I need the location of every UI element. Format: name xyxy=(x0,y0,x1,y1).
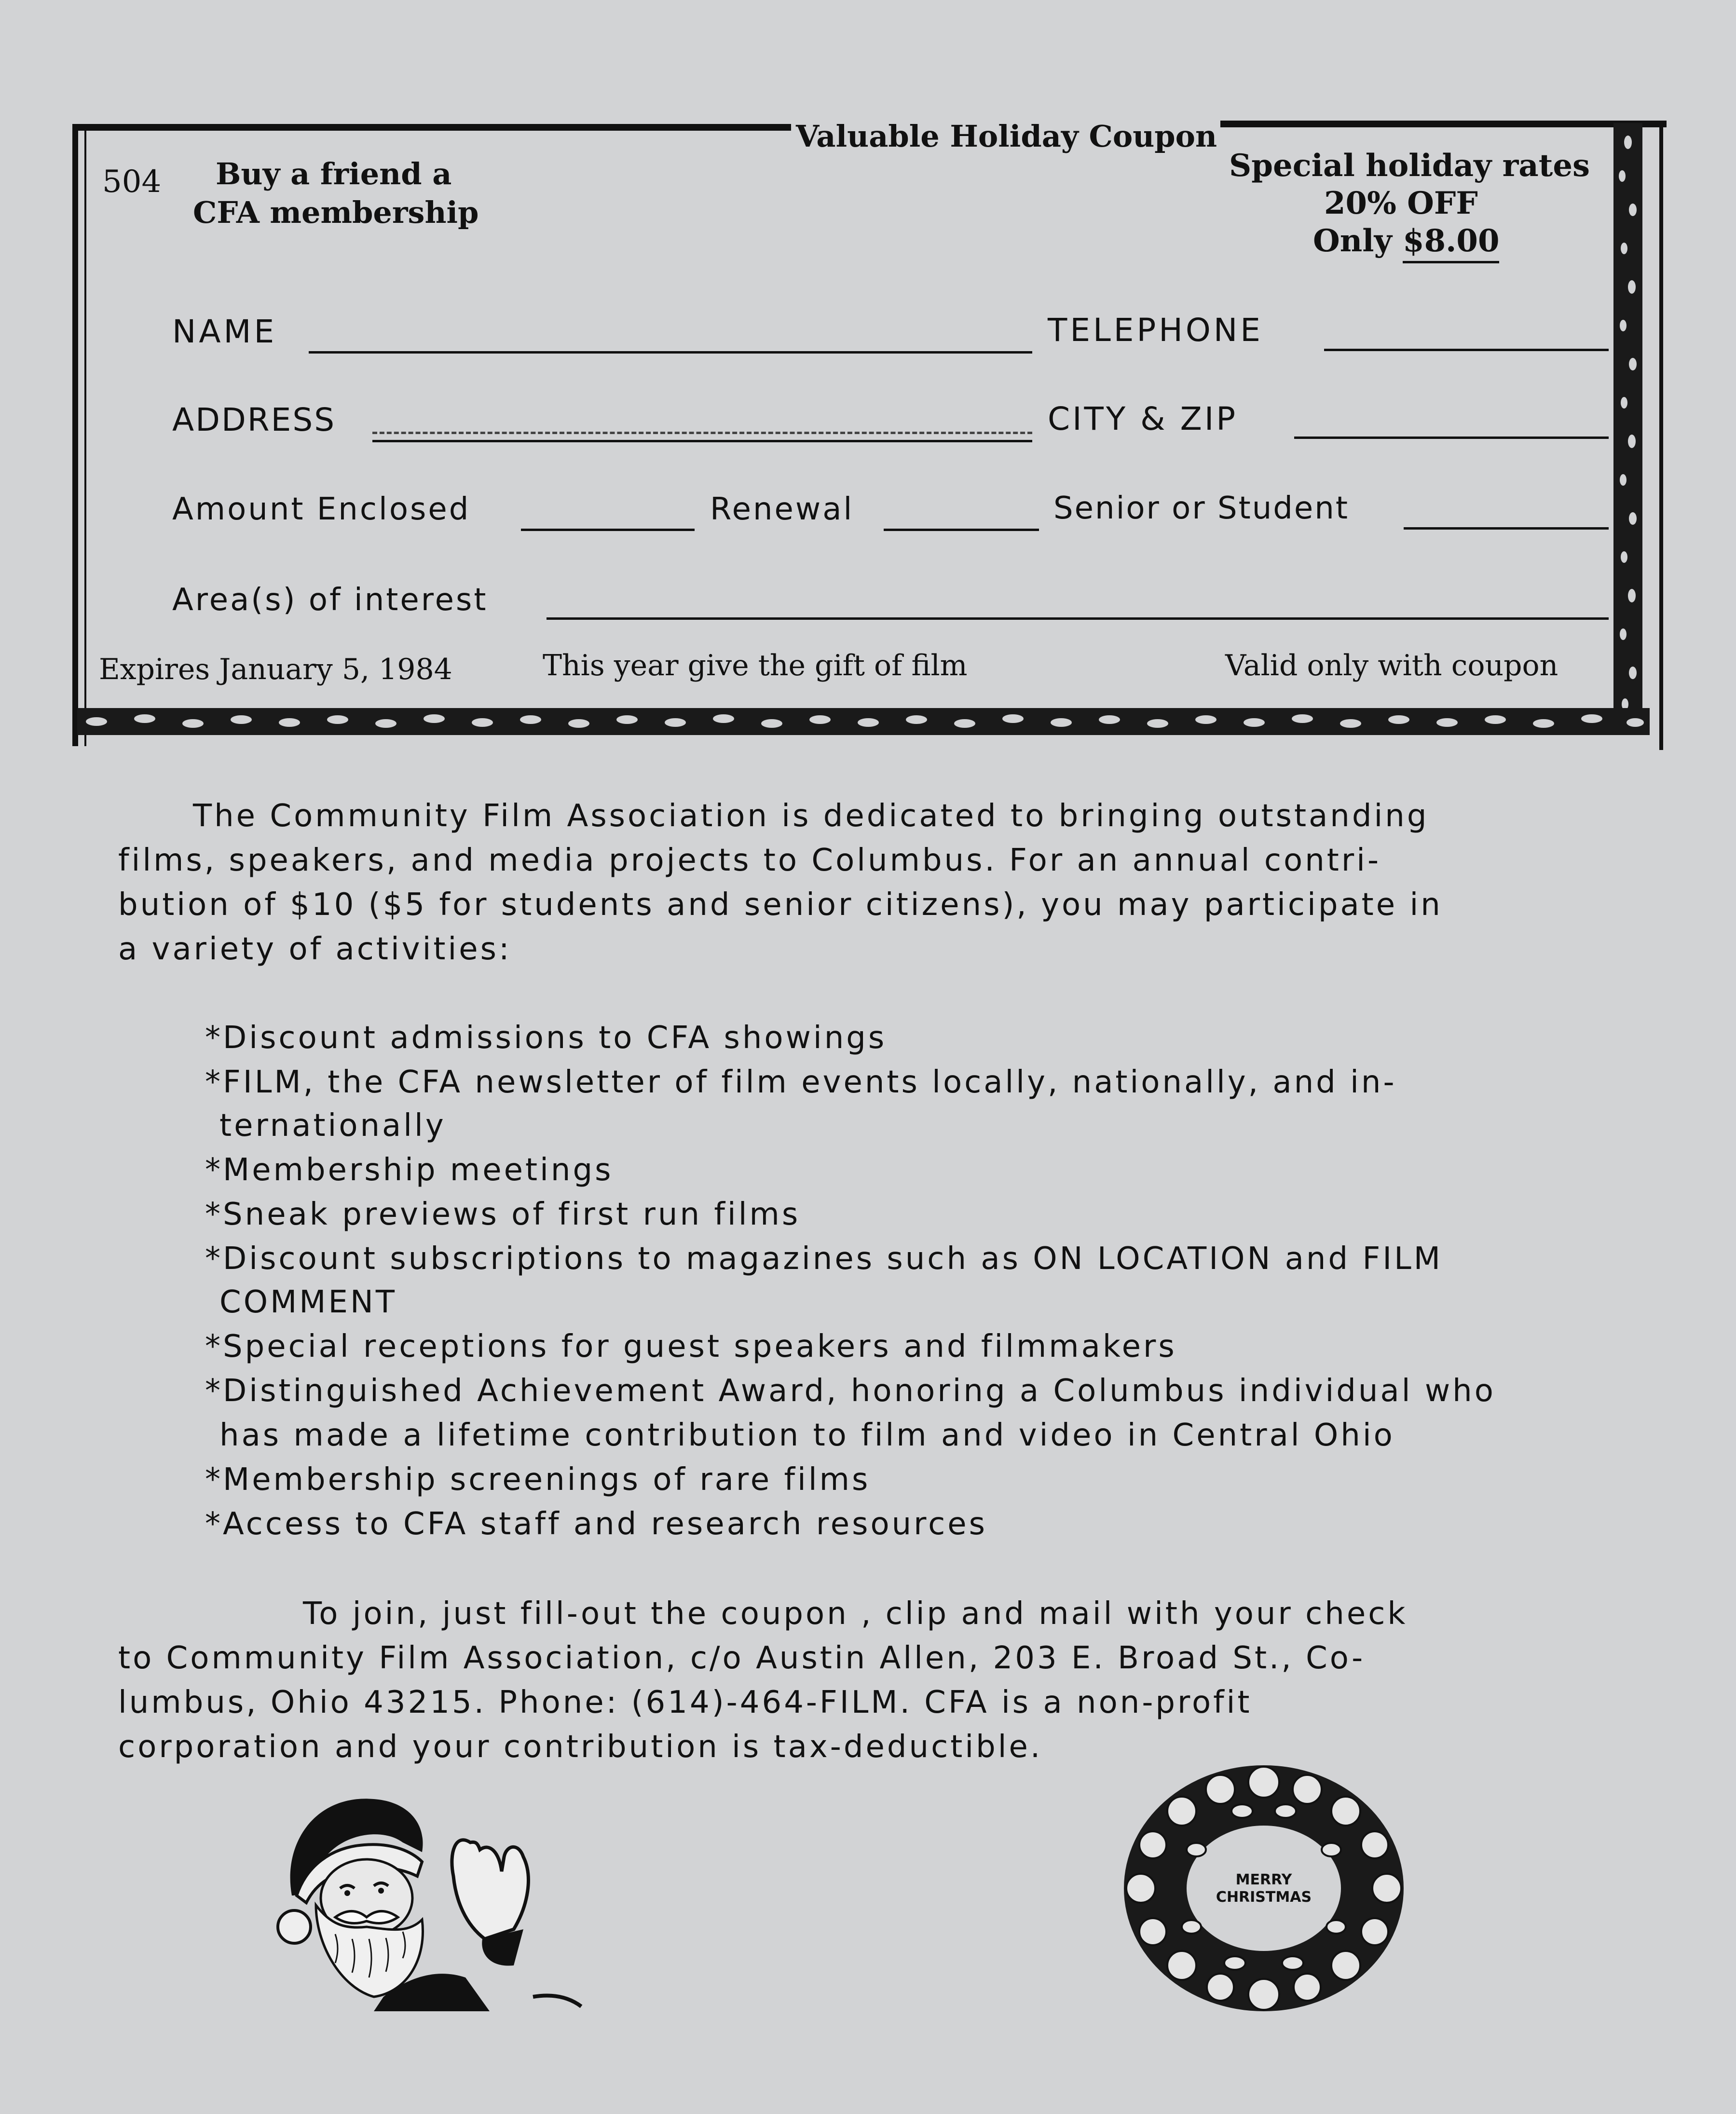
address-field[interactable] xyxy=(372,440,1032,442)
list-item: *Distinguished Achievement Award, honoring a Columbus individual who xyxy=(205,1373,1496,1409)
list-item: has made a lifetime contribution to film and video in Central Ohio xyxy=(219,1418,1395,1453)
expires-text: Expires January 5, 1984 xyxy=(99,653,452,686)
name-field[interactable] xyxy=(309,351,1032,354)
rates-line-2: 20% OFF xyxy=(1324,185,1478,221)
santa-illustration xyxy=(263,1785,591,2011)
list-item: *FILM, the CFA newsletter of film events locally, nationally, and in- xyxy=(205,1064,1397,1100)
list-item: ternationally xyxy=(219,1108,446,1144)
coupon-title: Valuable Holiday Coupon xyxy=(796,119,1217,154)
list-item: *Discount subscriptions to magazines such as ON LOCATION and FILM xyxy=(205,1241,1443,1277)
coupon-border-left xyxy=(72,124,78,746)
coupon-number: 504 xyxy=(102,164,162,200)
buy-line-1: Buy a friend a xyxy=(216,156,452,191)
senior-field[interactable] xyxy=(1404,527,1609,530)
join-line-4: corporation and your contribution is tax-deductible. xyxy=(118,1729,1043,1765)
join-line-3: lumbus, Ohio 43215. Phone: (614)-464-FILM. CFA is a non-profit xyxy=(118,1685,1252,1720)
name-label: NAME xyxy=(172,313,277,350)
senior-label: Senior or Student xyxy=(1053,491,1349,526)
coupon-border-left-inner xyxy=(84,130,86,746)
wreath-text-merry: MERRY xyxy=(1235,1871,1292,1888)
address-label: ADDRESS xyxy=(172,401,336,438)
intro-line-3: bution of $10 ($5 for students and senior citizens), you may participate in xyxy=(118,887,1443,923)
coupon-border-right xyxy=(1659,123,1663,750)
holly-border-bottom xyxy=(77,699,1650,743)
gift-text: This year give the gift of film xyxy=(543,649,968,682)
list-item: *Membership screenings of rare films xyxy=(205,1462,871,1498)
list-item: *Sneak previews of first run films xyxy=(205,1197,801,1232)
list-item: *Membership meetings xyxy=(205,1152,614,1188)
coupon-border-top-left xyxy=(72,124,791,131)
valid-text: Valid only with coupon xyxy=(1225,649,1558,682)
wreath-illustration xyxy=(1105,1748,1423,2028)
holly-border-right xyxy=(1613,123,1642,719)
intro-line-1: The Community Film Association is dedicated to bringing outstanding xyxy=(193,798,1429,834)
intro-line-2: films, speakers, and media projects to Columbus. For an annual contri- xyxy=(118,843,1381,878)
city-zip-field[interactable] xyxy=(1294,436,1609,439)
area-field[interactable] xyxy=(547,617,1609,620)
telephone-field[interactable] xyxy=(1324,349,1609,351)
area-label: Area(s) of interest xyxy=(172,582,488,618)
telephone-label: TELEPHONE xyxy=(1048,312,1263,349)
join-line-2: to Community Film Association, c/o Austin Allen, 203 E. Broad St., Co- xyxy=(118,1640,1366,1676)
rates-line-3 xyxy=(1313,223,1500,259)
list-item: *Access to CFA staff and research resources xyxy=(205,1506,987,1542)
coupon-border-top-right xyxy=(1220,121,1667,127)
buy-line-2: CFA membership xyxy=(193,195,479,230)
intro-line-4: a variety of activities: xyxy=(118,931,512,967)
amount-field[interactable] xyxy=(521,529,695,531)
city-zip-label: CITY & ZIP xyxy=(1048,400,1238,437)
renewal-label: Renewal xyxy=(710,491,854,527)
list-item: *Special receptions for guest speakers and filmmakers xyxy=(205,1329,1177,1364)
renewal-field[interactable] xyxy=(884,529,1039,531)
amount-label: Amount Enclosed xyxy=(172,491,471,527)
list-item: *Discount admissions to CFA showings xyxy=(205,1020,887,1056)
address-dashes xyxy=(372,432,1032,434)
rates-only-label: Only xyxy=(1313,223,1403,259)
join-line-1: To join, just fill-out the coupon , clip and mail with your check xyxy=(303,1596,1408,1632)
rates-price: $8.00 xyxy=(1403,223,1499,263)
list-item: COMMENT xyxy=(219,1284,397,1320)
rates-line-1: Special holiday rates xyxy=(1229,148,1590,184)
wreath-text-christmas: CHRISTMAS xyxy=(1216,1889,1312,1906)
